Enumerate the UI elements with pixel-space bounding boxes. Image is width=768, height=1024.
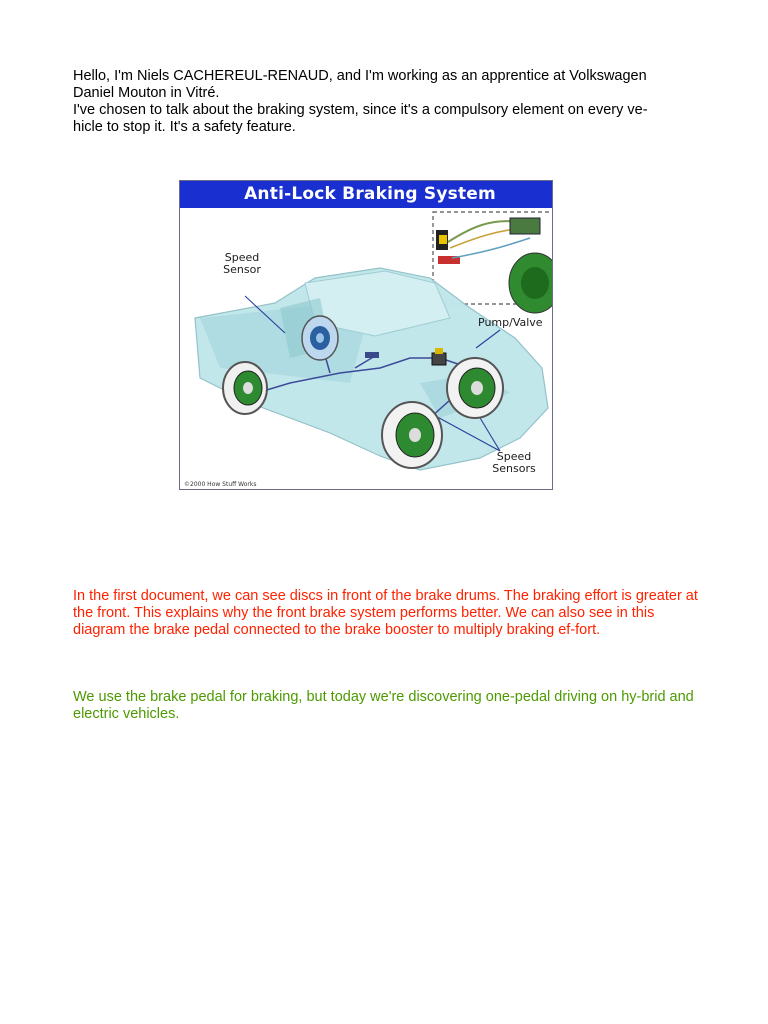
one-pedal-paragraph: We use the brake pedal for braking, but today we're discovering one-pedal driving on hy-brid and electric vehicles. <box>73 689 694 722</box>
braking-effort-paragraph: In the first document, we can see discs in front of the brake drums. The braking effort is greater at the front. This explains why the front brake system performs better. We can also see in this diagram the brake pedal connected to the brake booster to multiply braking ef-fort. <box>73 588 698 638</box>
abs-diagram-figure <box>179 180 553 490</box>
front-left-wheel <box>382 402 442 468</box>
intro-line: Daniel Mouton in Vitré. <box>73 85 220 101</box>
figure-title-banner <box>180 181 552 208</box>
intro-line: I've chosen to talk about the braking system, since it's a compulsory element on every ve- <box>73 102 648 118</box>
intro-line: hicle to stop it. It's a safety feature. <box>73 119 296 135</box>
rear-wheel <box>223 362 267 414</box>
rear-hub <box>302 316 338 360</box>
speed-sensors-label: Speed Sensors <box>492 450 536 475</box>
speed-sensor-label: Speed Sensor <box>223 251 261 276</box>
figure-title: Anti-Lock Braking System <box>244 184 496 204</box>
front-right-wheel <box>447 358 503 418</box>
intro-paragraph <box>73 68 698 136</box>
figure-copyright: ©2000 How Stuff Works <box>184 481 257 488</box>
pump-valve-label: Pump/Valve <box>478 316 543 329</box>
intro-line: Hello, I'm Niels CACHEREUL-RENAUD, and I'm working as an apprentice at Volkswagen <box>73 68 647 84</box>
